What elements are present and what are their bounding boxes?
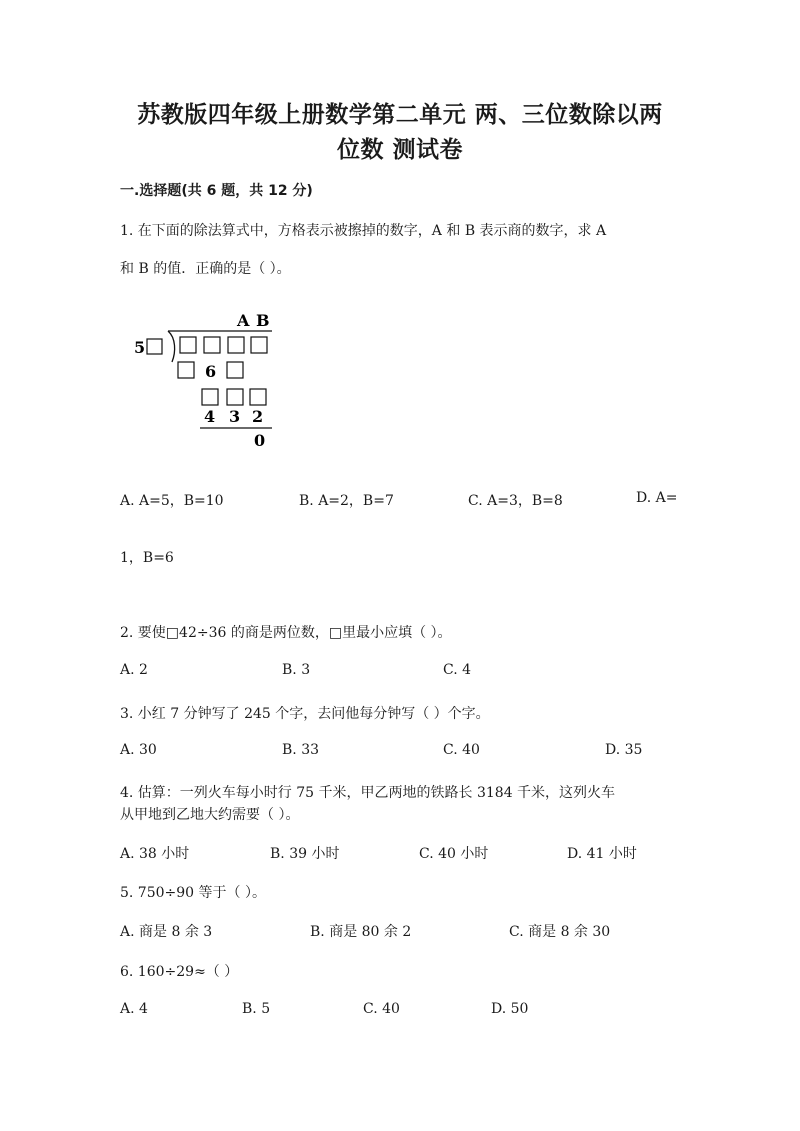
quotient-digit-a: A [237, 311, 250, 330]
erased-digit-box [180, 337, 196, 353]
erased-digit-box [250, 389, 266, 405]
divisor-digit: 5 [134, 338, 146, 357]
question-1-line2: 和 B 的值．正确的是（ ）。 [120, 261, 291, 277]
question-3-option-b[interactable]: B. 33 [282, 742, 320, 758]
question-1-option-c[interactable]: C. A=3，B=8 [468, 493, 563, 509]
question-4-option-c[interactable]: C. 40 小时 [419, 846, 489, 862]
erased-digit-box [202, 389, 218, 405]
erased-digit-box [251, 337, 267, 353]
subtrahend-digit: 2 [252, 407, 264, 426]
question-6-option-b[interactable]: B. 5 [242, 1001, 271, 1017]
question-4-line1: 4. 估算：一列火车每小时行 75 千米，甲乙两地的铁路长 3184 千米，这列火车 [120, 785, 616, 801]
question-3-text: 3. 小红 7 分钟写了 245 个字，去问他每分钟写（ ）个字。 [120, 706, 490, 722]
question-6-option-c[interactable]: C. 40 [363, 1001, 400, 1017]
remainder-digit: 0 [254, 431, 266, 450]
question-1-line1: 1. 在下面的除法算式中，方格表示被擦掉的数字，A 和 B 表示商的数字，求 A [120, 223, 607, 239]
question-2-option-a[interactable]: A. 2 [120, 662, 148, 678]
page-title-line2: 位数 测试卷 [336, 137, 463, 163]
question-3-option-a[interactable]: A. 30 [120, 742, 157, 758]
question-1-option-d-continued: 1，B=6 [120, 550, 174, 566]
page-title-line1: 苏教版四年级上册数学第二单元 两、三位数除以两 [137, 102, 663, 128]
erased-digit-box [178, 362, 194, 378]
question-6-text: 6. 160÷29≈（ ） [120, 964, 239, 980]
question-1-option-d[interactable]: D. A= [636, 490, 678, 506]
question-2-option-b[interactable]: B. 3 [282, 662, 311, 678]
partial-digit: 6 [205, 362, 217, 381]
question-2-text: 2. 要使□42÷36 的商是两位数，□里最小应填（ ）。 [120, 625, 452, 641]
section-heading: 一.选择题(共 6 题，共 12 分) [120, 183, 313, 199]
erased-digit-box [227, 389, 243, 405]
subtrahend-digit: 3 [229, 407, 241, 426]
question-4-line2: 从甲地到乙地大约需要（ ）。 [120, 807, 300, 823]
question-5-text: 5. 750÷90 等于（ ）。 [120, 885, 266, 901]
question-5-option-c[interactable]: C. 商是 8 余 30 [509, 924, 611, 940]
question-5-option-a[interactable]: A. 商是 8 余 3 [120, 924, 213, 940]
question-3-option-d[interactable]: D. 35 [605, 742, 643, 758]
question-4-option-b[interactable]: B. 39 小时 [270, 846, 340, 862]
question-3-option-c[interactable]: C. 40 [443, 742, 480, 758]
quotient-digit-b: B [256, 311, 270, 330]
question-4-option-d[interactable]: D. 41 小时 [567, 846, 637, 862]
question-5-option-b[interactable]: B. 商是 80 余 2 [310, 924, 412, 940]
erased-digit-box [147, 339, 162, 354]
question-2-option-c[interactable]: C. 4 [443, 662, 472, 678]
erased-digit-box [227, 362, 243, 378]
question-6-option-d[interactable]: D. 50 [491, 1001, 529, 1017]
erased-digit-box [204, 337, 220, 353]
division-bracket [168, 331, 175, 362]
question-4-option-a[interactable]: A. 38 小时 [120, 846, 190, 862]
question-6-option-a[interactable]: A. 4 [120, 1001, 148, 1017]
question-1-option-b[interactable]: B. A=2，B=7 [299, 493, 394, 509]
question-1-option-a[interactable]: A. A=5，B=10 [120, 493, 224, 509]
long-division-diagram [120, 300, 290, 460]
subtrahend-digit: 4 [204, 407, 216, 426]
erased-digit-box [228, 337, 244, 353]
